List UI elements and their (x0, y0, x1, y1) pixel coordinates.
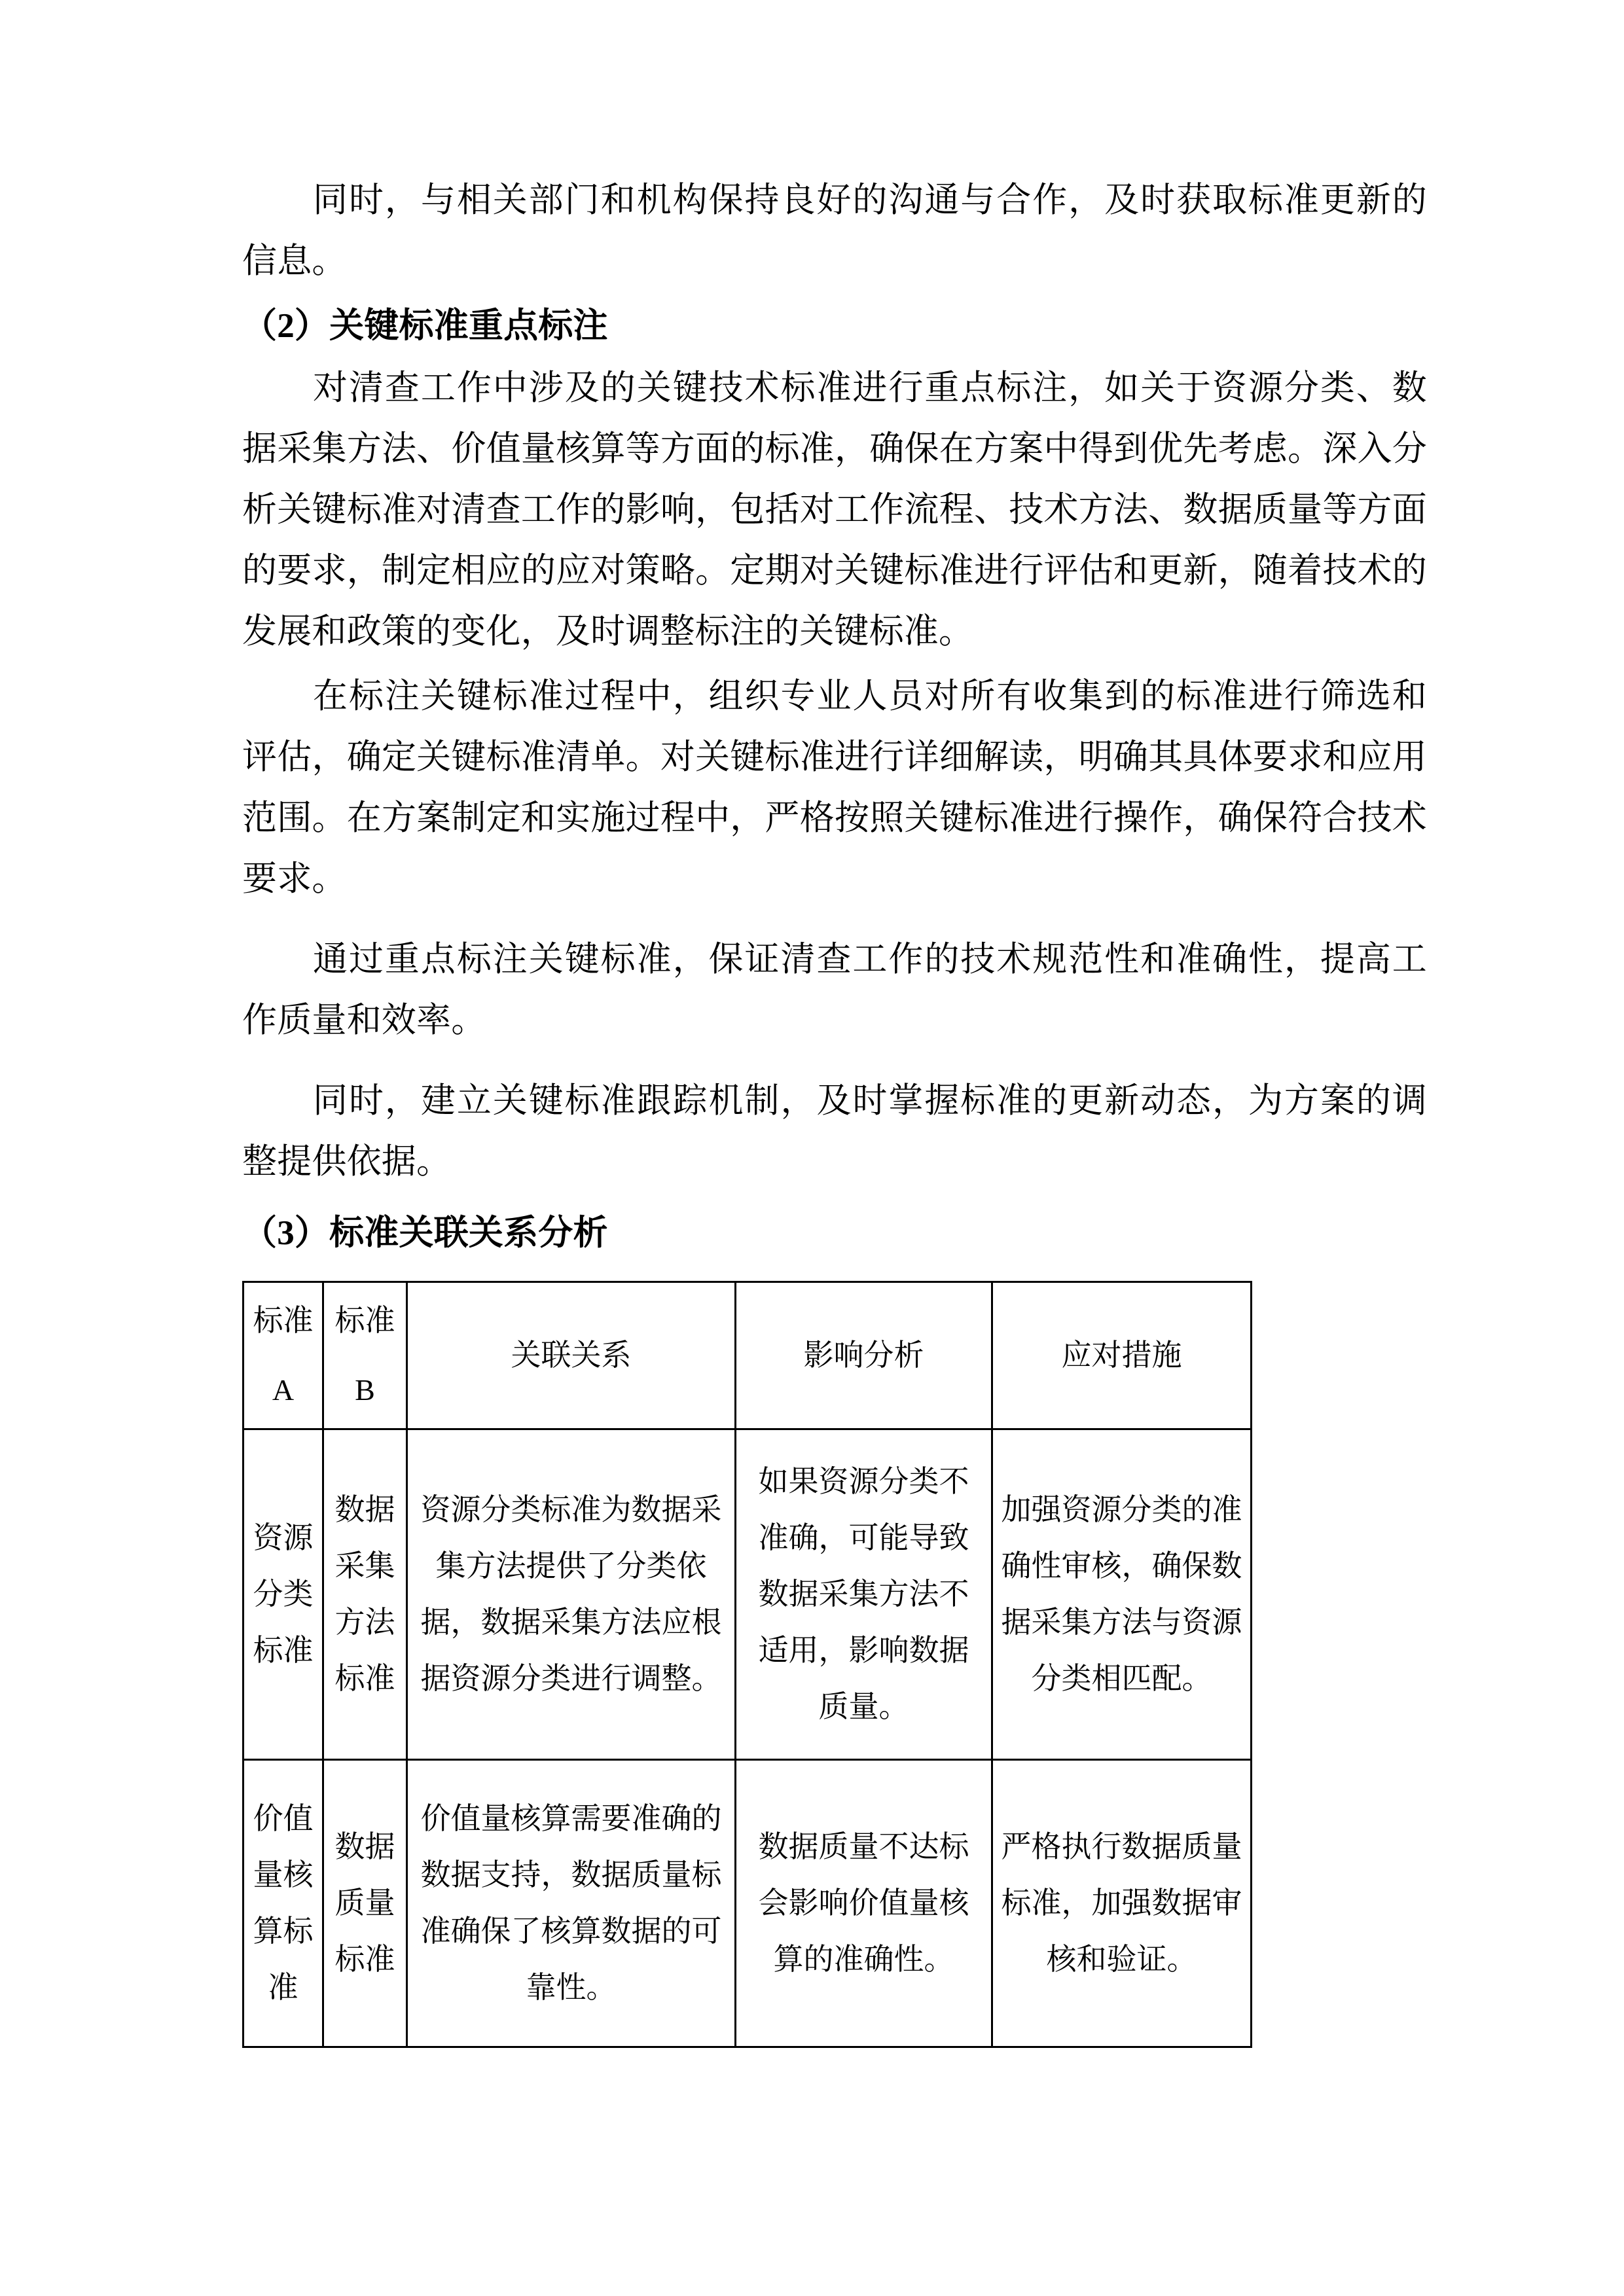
standard-relation-table-wrapper (242, 1281, 1427, 2048)
table-row (244, 1760, 1252, 2047)
cell-measure: 严格执行数据质量标准，加强数据审核和验证。 (992, 1760, 1252, 2047)
header-relation: 关联关系 (407, 1282, 736, 1429)
cell-standard-b: 数据质量标准 (323, 1760, 407, 2047)
header-standard-b-letter: B (355, 1373, 375, 1407)
cell-impact: 如果资源分类不准确，可能导致数据采集方法不适用，影响数据质量。 (736, 1429, 992, 1760)
header-standard-b-label: 标准 (334, 1304, 395, 1337)
heading-section-2: （2）关键标准重点标注 (242, 307, 608, 345)
paragraph-key-standard-marking: 对清查工作中涉及的关键技术标准进行重点标注，如关于资源分类、数据采集方法、价值量核算等方面的标准，确保在方案中得到优先考虑。深入分析关键标准对清查工作的影响，包括对工作流程、技术方法、数据质量等方面的要求，制定相应的应对策略。定期对关键标准进行评估和更新，随着技术的发展和政策的变化，及时调整标注的关键标准。 (242, 369, 1427, 651)
cell-relation: 资源分类标准为数据采集方法提供了分类依据，数据采集方法应根据资源分类进行调整。 (407, 1429, 736, 1760)
standard-relation-table (242, 1281, 1252, 2048)
header-standard-a-label: 标准 (253, 1304, 314, 1337)
paragraph-communication-cooperation: 同时，与相关部门和机构保持良好的沟通与合作，及时获取标准更新的信息。 (242, 181, 1427, 280)
cell-measure: 加强资源分类的准确性审核，确保数据采集方法与资源分类相匹配。 (992, 1429, 1252, 1760)
paragraph-quality-efficiency: 通过重点标注关键标准，保证清查工作的技术规范性和准确性，提高工作质量和效率。 (242, 941, 1427, 1039)
table-header-row (244, 1282, 1252, 1429)
header-standard-a-letter: A (272, 1373, 295, 1407)
header-standard-b (323, 1282, 407, 1429)
cell-relation: 价值量核算需要准确的数据支持，数据质量标准确保了核算数据的可靠性。 (407, 1760, 736, 2047)
cell-standard-a: 资源分类标准 (244, 1429, 323, 1760)
header-measure: 应对措施 (992, 1282, 1252, 1429)
document-body (242, 170, 1427, 2048)
heading-section-3: （3）标准关联关系分析 (242, 1214, 608, 1252)
header-standard-a (244, 1282, 323, 1429)
table-row (244, 1429, 1252, 1760)
paragraph-tracking-mechanism: 同时，建立关键标准跟踪机制，及时掌握标准的更新动态，为方案的调整提供依据。 (242, 1082, 1427, 1181)
cell-standard-b: 数据采集方法标准 (323, 1429, 407, 1760)
paragraph-screening-evaluation: 在标注关键标准过程中，组织专业人员对所有收集到的标准进行筛选和评估，确定关键标准清单。对关键标准进行详细解读，明确其具体要求和应用范围。在方案制定和实施过程中，严格按照关键标准进行操作，确保符合技术要求。 (242, 677, 1427, 898)
cell-impact: 数据质量不达标会影响价值量核算的准确性。 (736, 1760, 992, 2047)
header-impact: 影响分析 (736, 1282, 992, 1429)
cell-standard-a: 价值量核算标准 (244, 1760, 323, 2047)
